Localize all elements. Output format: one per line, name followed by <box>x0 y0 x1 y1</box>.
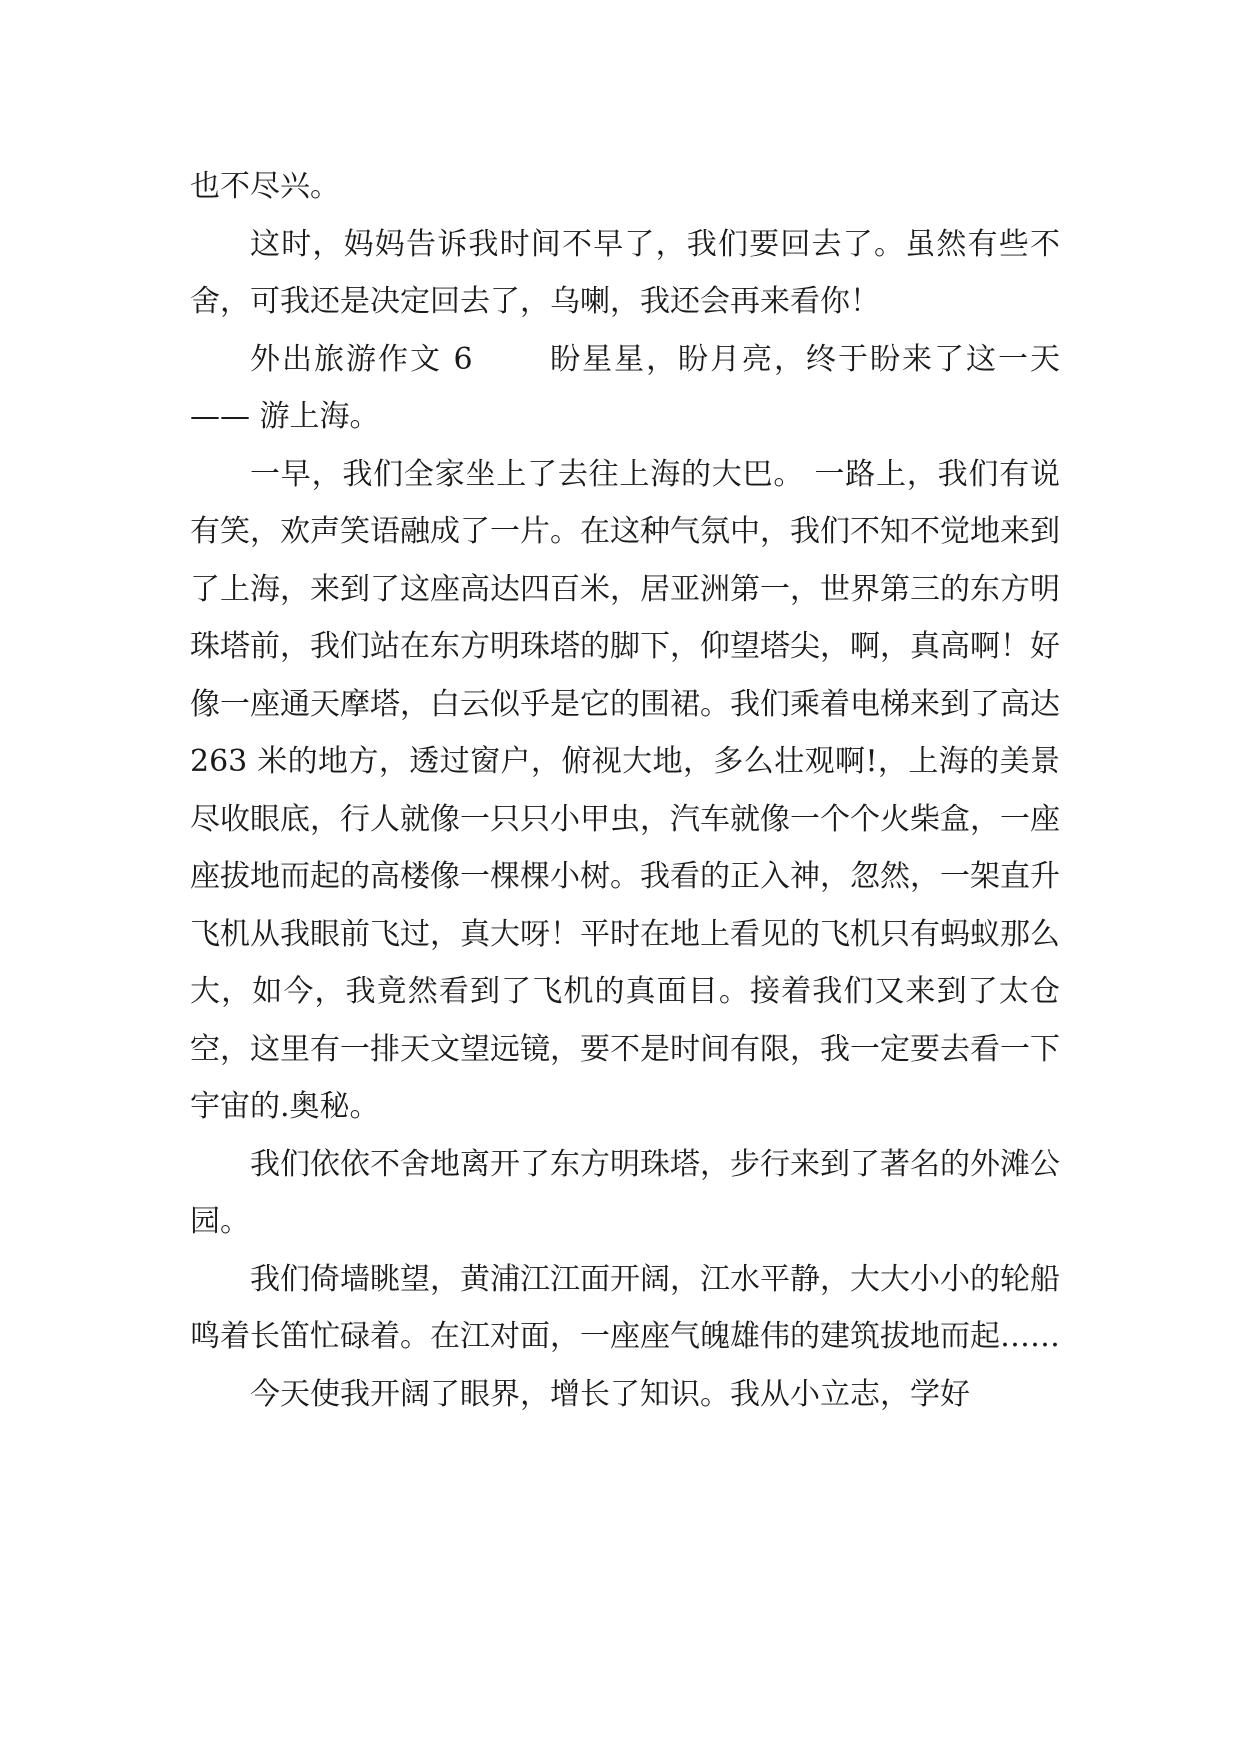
paragraph-3: 外出旅游作文 6 盼星星，盼月亮，终于盼来了这一天 —— 游上海。 <box>190 341 1060 434</box>
paragraph-2: 这时，妈妈告诉我时间不早了，我们要回去了。虽然有些不舍，可我还是决定回去了，乌喇，我还会再来看你！ <box>190 226 1060 319</box>
paragraph-5: 我们依依不舍地离开了东方明珠塔，步行来到了著名的外滩公园。 <box>190 1146 1060 1239</box>
paragraph-6: 我们倚墙眺望，黄浦江江面开阔，江水平静，大大小小的轮船鸣着长笛忙碌着。在江对面，一座座气魄雄伟的建筑拔地而起…… <box>190 1261 1060 1354</box>
document-body <box>190 158 1060 1423</box>
paragraph-7: 今天使我开阔了眼界，增长了知识。我从小立志，学好 <box>250 1376 970 1412</box>
paragraph-4: 一早，我们全家坐上了去往上海的大巴。 一路上，我们有说有笑，欢声笑语融成了一片。在这种气氛中，我们不知不觉地来到了上海，来到了这座高达四百米，居亚洲第一，世界第三的东方明珠塔前，我们站在东方明珠塔的脚下，仰望塔尖，啊，真高啊！好像一座通天摩塔，白云似乎是它的围裙。我们乘着电梯来到了高达 263 米的地方，透过窗户，俯视大地，多么壮观啊!，上海的美景尽收眼底，行人就像一只只小甲虫，汽车就像一个个火柴盒，一座座拔地而起的高楼像一棵棵小树。我看的正入神，忽然，一架直升飞机从我眼前飞过，真大呀！平时在地上看见的飞机只有蚂蚁那么大，如今，我竟然看到了飞机的真面目。接着我们又来到了太仓空，这里有一排天文望远镜，要不是时间有限，我一定要去看一下宇宙的.奥秘。 <box>190 456 1060 1124</box>
paragraph-1: 也不尽兴。 <box>190 169 340 204</box>
